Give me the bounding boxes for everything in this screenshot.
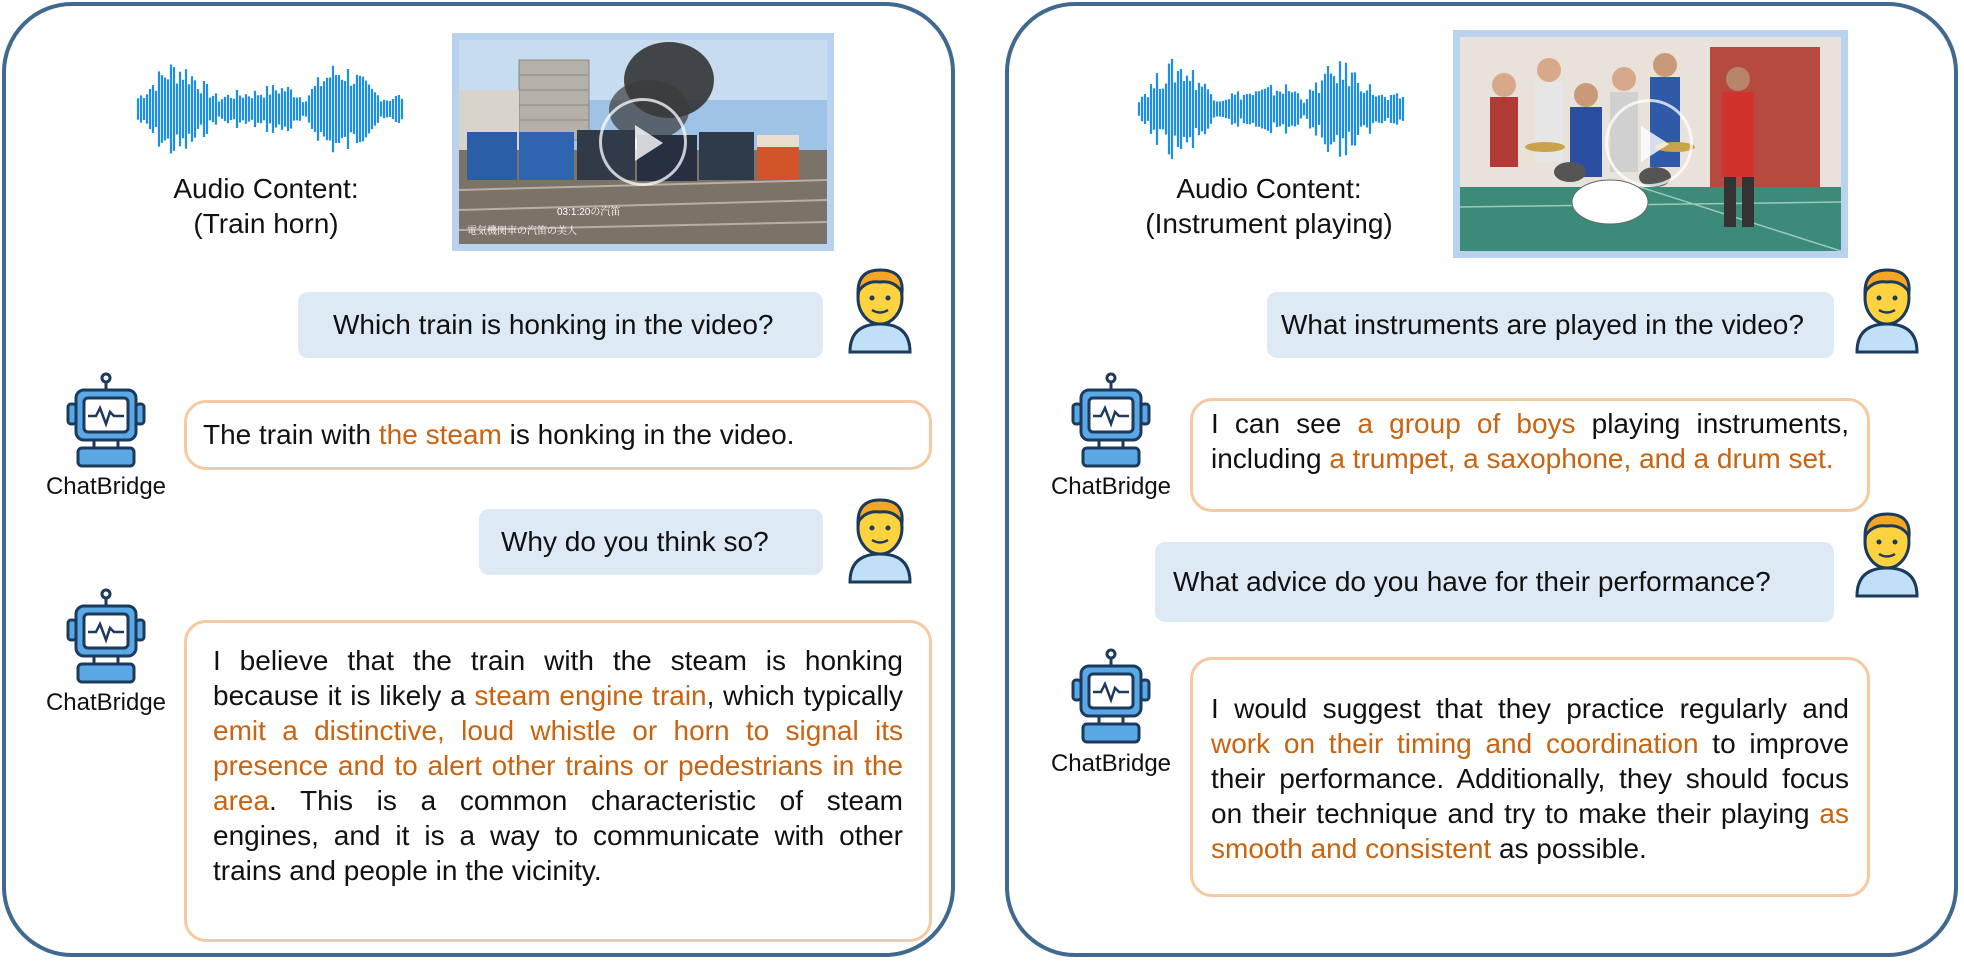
- answer-text-segment: The train with: [203, 419, 379, 450]
- bot-answer-text: [213, 643, 903, 888]
- answer-text-segment: . This is a common characteristic of steam engines, and it is a way to communicate with other trains and people in the vicinity.: [213, 785, 903, 886]
- answer-text-segment: playing instruments, including: [1211, 408, 1849, 474]
- video-thumbnail-band[interactable]: [1453, 30, 1848, 258]
- answer-text-segment: I believe that the train with the steam is honking because it is likely a: [213, 645, 903, 711]
- user-avatar-icon: [844, 266, 916, 354]
- audio-caption-title: Audio Content:: [1176, 173, 1362, 204]
- right-example-panel: [1005, 2, 1958, 957]
- bot-name-label: ChatBridge: [1050, 473, 1172, 500]
- answer-text-segment: I would suggest that they practice regularly and: [1211, 693, 1849, 724]
- bot-name-label: ChatBridge: [1050, 750, 1172, 777]
- answer-text-segment: I can see: [1211, 408, 1358, 439]
- user-question-text: What advice do you have for their performance?: [1173, 566, 1771, 597]
- video-overlay-caption-2: 電気機関車の汽笛の美人: [467, 226, 577, 237]
- robot-avatar-icon: [62, 372, 150, 468]
- user-question-text: Why do you think so?: [501, 526, 769, 557]
- audio-caption: [1109, 171, 1429, 241]
- answer-text-segment: as possible.: [1491, 833, 1647, 864]
- audio-waveform-icon: [136, 54, 406, 164]
- answer-text-segment: is honking in the video.: [501, 419, 795, 450]
- audio-caption-label: (Train horn): [193, 208, 339, 239]
- bot-name-label: ChatBridge: [45, 473, 167, 500]
- bot-name-label: ChatBridge: [45, 689, 167, 716]
- answer-text-segment: , which typically: [706, 680, 904, 711]
- audio-waveform-icon: [1137, 54, 1407, 164]
- audio-caption-label: (Instrument playing): [1145, 208, 1393, 239]
- highlighted-phrase: a trumpet, a saxophone, and a drum set.: [1329, 443, 1834, 474]
- highlighted-phrase: emit a distinctive, loud whistle or horn to signal its presence and to alert other trains or pedestrians in the area: [213, 715, 903, 816]
- highlighted-phrase: as smooth and consistent: [1211, 798, 1849, 864]
- play-button-icon[interactable]: [599, 98, 687, 186]
- left-example-panel: [2, 2, 955, 957]
- bot-answer-bubble: [184, 620, 932, 942]
- bot-answer-bubble: [184, 400, 932, 470]
- video-thumbnail-train[interactable]: [452, 33, 834, 251]
- answer-text-segment: to improve their performance. Additionally, they should focus on their technique and try to make their playing: [1211, 728, 1850, 829]
- bot-answer-bubble: [1190, 657, 1870, 897]
- user-question-bubble: [298, 292, 823, 358]
- highlighted-phrase: a group of boys: [1357, 408, 1576, 439]
- user-question-bubble: [479, 509, 823, 575]
- highlighted-phrase: work on their timing and coordination: [1211, 728, 1699, 759]
- bot-answer-text: [1211, 406, 1849, 476]
- robot-avatar-icon: [1067, 372, 1155, 468]
- bot-answer-bubble: [1190, 398, 1870, 512]
- video-overlay-caption: 03:1:20の汽笛: [557, 207, 621, 218]
- audio-caption-title: Audio Content:: [173, 173, 359, 204]
- user-question-text: What instruments are played in the video?: [1281, 309, 1804, 340]
- robot-avatar-icon: [62, 588, 150, 684]
- user-question-text: Which train is honking in the video?: [333, 309, 774, 340]
- audio-caption: [126, 171, 406, 241]
- user-avatar-icon: [1851, 510, 1923, 598]
- user-avatar-icon: [1851, 266, 1923, 354]
- robot-avatar-icon: [1067, 648, 1155, 744]
- user-question-bubble: [1155, 542, 1834, 622]
- play-button-icon[interactable]: [1605, 99, 1693, 187]
- bot-answer-text: [203, 417, 913, 452]
- user-question-bubble: [1267, 292, 1834, 358]
- highlighted-phrase: the steam: [378, 419, 502, 450]
- user-avatar-icon: [844, 496, 916, 584]
- bot-answer-text: [1211, 691, 1849, 866]
- highlighted-phrase: steam engine train: [474, 680, 707, 711]
